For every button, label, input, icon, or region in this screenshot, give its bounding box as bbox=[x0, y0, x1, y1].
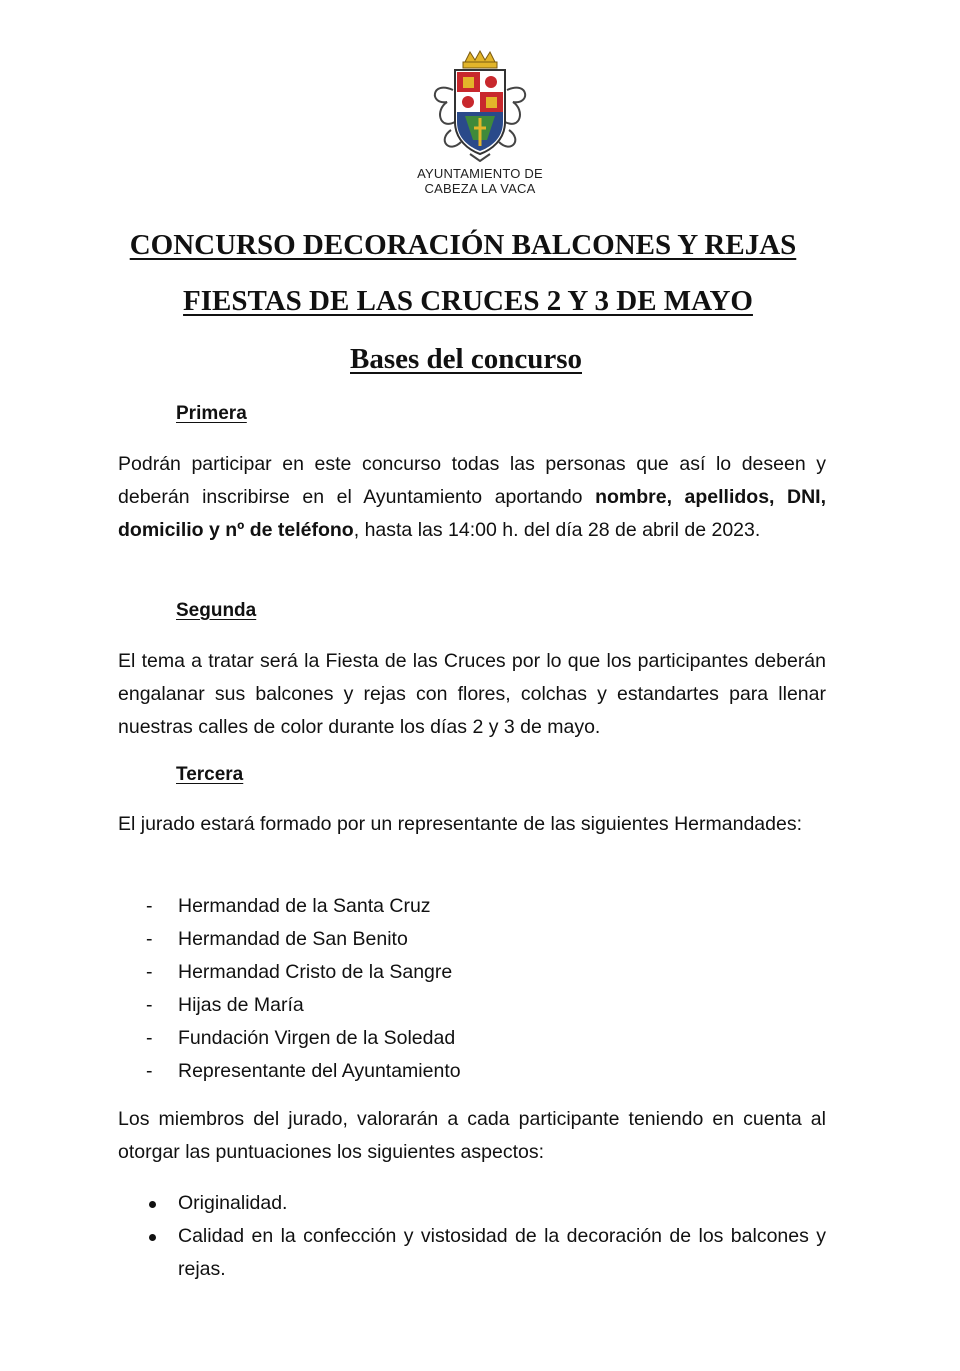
primera-text-start: Podrán participar en este concurso todas las personas que así lo deseen y deberán inscribirse en el Ayuntamiento aportando bbox=[118, 453, 826, 508]
list-item bbox=[118, 1187, 826, 1220]
criterion: Calidad en la confección y vistosidad de la decoración de los balcones y rejas. bbox=[178, 1225, 826, 1280]
list-item bbox=[118, 1022, 826, 1055]
jury-list bbox=[118, 890, 826, 1088]
dash-marker: - bbox=[146, 994, 153, 1016]
municipal-crest bbox=[0, 50, 960, 196]
list-item bbox=[118, 890, 826, 923]
organization-name bbox=[0, 166, 960, 196]
list-item bbox=[118, 989, 826, 1022]
bullet-icon bbox=[149, 1234, 156, 1241]
list-item bbox=[118, 1220, 826, 1286]
list-item bbox=[118, 1055, 826, 1088]
org-name-line1: AYUNTAMIENTO DE bbox=[417, 166, 543, 181]
dash-marker: - bbox=[146, 928, 153, 950]
criterion: Originalidad. bbox=[178, 1192, 288, 1214]
dash-marker: - bbox=[146, 895, 153, 917]
criteria-intro: Los miembros del jurado, valorarán a cada participante teniendo en cuenta al otorgar las puntuaciones los siguientes aspectos: bbox=[118, 1108, 826, 1163]
coat-of-arms-icon bbox=[425, 50, 535, 162]
jury-member: Representante del Ayuntamiento bbox=[178, 1060, 461, 1082]
criteria-list bbox=[118, 1187, 826, 1286]
list-item bbox=[118, 956, 826, 989]
section-text-tercera-intro: El jurado estará formado por un representante de las siguientes Hermandades: bbox=[118, 813, 802, 835]
primera-required-data: nombre, apellidos, DNI, domicilio y nº de teléfono bbox=[118, 486, 827, 541]
section-heading-tercera: Tercera bbox=[176, 764, 244, 785]
section-heading-primera: Primera bbox=[176, 403, 247, 424]
contest-title: CONCURSO DECORACIÓN BALCONES Y REJAS bbox=[129, 229, 797, 261]
section-text-primera bbox=[118, 448, 826, 547]
festival-title: FIESTAS DE LAS CRUCES 2 Y 3 DE MAYO bbox=[183, 285, 753, 317]
dash-marker: - bbox=[146, 1027, 153, 1049]
rules-title: Bases del concurso bbox=[350, 343, 582, 375]
jury-member: Hermandad de San Benito bbox=[178, 928, 408, 950]
org-name-line2: CABEZA LA VACA bbox=[424, 181, 536, 196]
jury-member: Hermandad Cristo de la Sangre bbox=[178, 961, 453, 983]
section-heading-segunda: Segunda bbox=[176, 600, 257, 621]
jury-member: Hijas de María bbox=[178, 994, 304, 1016]
dash-marker: - bbox=[146, 1060, 153, 1082]
section-text-segunda: El tema a tratar será la Fiesta de las Cruces por lo que los participantes deberán engalanar sus balcones y rejas con flores, colchas y estandartes para llenar nuestras calles de color durante los días 2 y 3 de mayo. bbox=[118, 650, 826, 738]
dash-marker: - bbox=[146, 961, 153, 983]
list-item bbox=[118, 923, 826, 956]
bullet-icon bbox=[149, 1201, 156, 1208]
jury-member: Fundación Virgen de la Soledad bbox=[178, 1027, 456, 1049]
jury-member: Hermandad de la Santa Cruz bbox=[178, 895, 431, 917]
primera-text-end: , hasta las 14:00 h. del día 28 de abril de 2023. bbox=[353, 519, 761, 541]
